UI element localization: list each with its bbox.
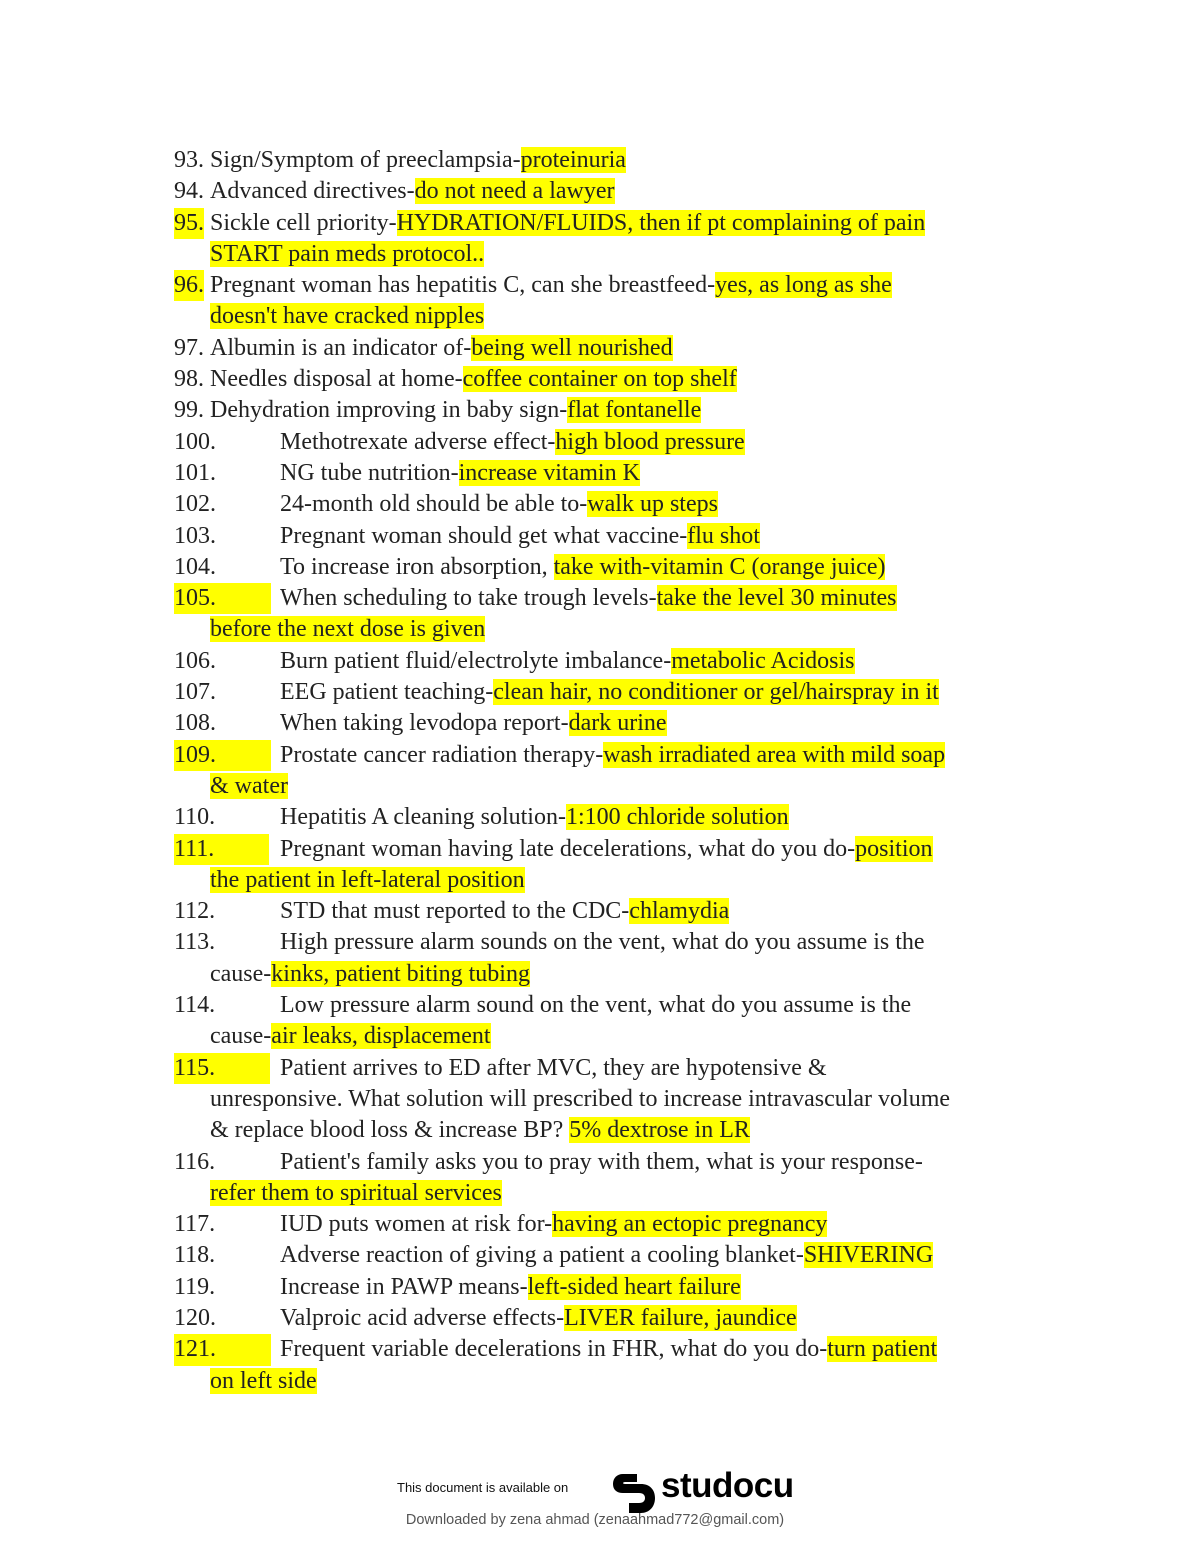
list-item [174,552,1074,583]
answer-highlight: take with-vitamin C (orange juice) [553,553,886,580]
list-item [174,583,1074,646]
question-text: Albumin is an indicator of- [210,334,472,361]
item-number: 111. [174,834,269,865]
item-number: 103. [174,522,216,549]
item-number: 97. [174,334,204,361]
answer-highlight: air leaks, displacement [271,1023,491,1050]
question-text: STD that must reported to the CDC- [280,898,630,925]
question-text: Dehydration improving in baby sign- [210,397,568,424]
question-text: NG tube nutrition- [280,459,459,486]
answer-highlight: flu shot [687,522,760,549]
answer-highlight: HYDRATION/FLUIDS, then if pt complaining of pain [396,209,926,236]
list-item [174,427,1074,458]
question-text: 24-month old should be able to- [280,491,588,518]
item-line [174,176,1074,207]
answer-highlight: being well nourished [471,334,673,361]
question-text: Valproic acid adverse effects- [280,1304,565,1331]
item-line [174,708,1074,739]
answer-highlight: 1:100 chloride solution [565,804,789,831]
item-number: 95. [174,208,204,239]
item-continuation [174,239,1074,270]
item-number: 117. [174,1211,216,1238]
question-text: Sign/Symptom of preeclampsia- [210,147,521,173]
item-number: 106. [174,647,216,674]
item-number: 120. [174,1304,216,1331]
item-line [174,208,1074,239]
item-number: 113. [174,929,216,956]
item-line [174,802,1074,833]
question-text: Low pressure alarm sound on the vent, what do you assume is the [280,992,912,1019]
list-item [174,1053,1074,1147]
item-line [174,1053,1074,1084]
answer-highlight: yes, as long as she [715,272,892,299]
question-text: Needles disposal at home- [210,366,463,393]
item-line [174,740,1074,771]
continuation-text: unresponsive. What solution will prescribed to increase intravascular volume [210,1085,951,1112]
answer-highlight: high blood pressure [555,428,745,455]
item-continuation [174,771,1074,802]
item-number: 121. [174,1334,271,1365]
answer-highlight: coffee container on top shelf [462,366,737,393]
item-number: 101. [174,459,216,486]
list-item [174,1303,1074,1334]
list-item [174,740,1074,803]
studocu-brand-name[interactable]: studocu [661,1466,794,1505]
item-line [174,583,1074,614]
answer-highlight: before the next dose is given [210,616,486,643]
list-item [174,1240,1074,1271]
item-number: 105. [174,583,271,614]
question-text: Increase in PAWP means- [280,1273,528,1300]
answer-highlight: increase vitamin K [458,459,640,486]
item-number: 115. [174,1053,270,1084]
list-item [174,176,1074,207]
item-line [174,990,1074,1021]
item-line [174,896,1074,927]
item-number: 118. [174,1242,216,1269]
item-line [174,395,1074,426]
answer-highlight: metabolic Acidosis [671,647,855,674]
question-text: Hepatitis A cleaning solution- [280,804,566,831]
question-text: Prostate cancer radiation therapy- [280,741,604,768]
item-number: 109. [174,740,271,771]
list-item [174,333,1074,364]
list-item [174,927,1074,990]
downloaded-by-text: Downloaded by zena ahmad (zenaahmad772@gmail.com) [405,1512,785,1528]
question-text: EEG patient teaching- [280,679,494,706]
question-text: Sickle cell priority- [210,209,397,236]
item-number: 102. [174,491,216,518]
question-text: Pregnant woman having late decelerations, what do you do- [280,835,856,862]
item-number: 116. [174,1148,216,1175]
footer [0,1460,1190,1544]
answer-highlight: left-sided heart failure [527,1273,741,1300]
answer-highlight: having an ectopic pregnancy [552,1211,828,1238]
item-continuation [174,1366,1074,1397]
answer-highlight: walk up steps [587,491,718,518]
question-text: Patient's family asks you to pray with them, what is your response- [280,1148,923,1175]
answer-highlight: turn patient [827,1336,938,1363]
item-number: 107. [174,679,216,706]
answer-highlight: take the level 30 minutes [656,585,897,612]
item-number: 99. [174,397,204,424]
item-line [174,427,1074,458]
answer-highlight: START pain meds protocol.. [210,240,485,267]
answer-highlight: SHIVERING [803,1242,934,1269]
list-item [174,1334,1074,1397]
answer-highlight: position [855,835,933,862]
list-item [174,990,1074,1053]
list-item [174,834,1074,897]
list-item [174,1272,1074,1303]
item-line [174,552,1074,583]
question-text: Burn patient fluid/electrolyte imbalance- [280,647,672,674]
item-number: 110. [174,804,216,831]
list-item [174,708,1074,739]
answer-highlight: the patient in left-lateral position [210,866,525,893]
list-item [174,395,1074,426]
answer-highlight: on left side [210,1367,317,1394]
item-number: 108. [174,710,216,737]
continuation-text: & replace blood loss & increase BP? [210,1117,570,1144]
item-line [174,1209,1074,1240]
document-body [174,145,1074,1397]
question-text: High pressure alarm sounds on the vent, what do you assume is the [280,929,925,956]
answer-highlight: LIVER failure, jaundice [564,1304,797,1331]
item-line [174,270,1074,301]
item-line [174,1240,1074,1271]
item-number: 119. [174,1273,216,1300]
list-item [174,646,1074,677]
item-continuation [174,959,1074,990]
item-continuation [174,1084,1074,1115]
list-item [174,1147,1074,1210]
answer-highlight: proteinuria [520,147,626,173]
continuation-text: cause- [210,960,272,987]
item-line [174,677,1074,708]
question-text: Pregnant woman has hepatitis C, can she breastfeed- [210,272,716,299]
answer-highlight: dark urine [568,710,667,737]
item-line [174,521,1074,552]
item-number: 104. [174,553,216,580]
answer-highlight: refer them to spiritual services [210,1179,502,1206]
item-continuation [174,1178,1074,1209]
answer-highlight: doesn't have cracked nipples [210,303,485,330]
question-text: Patient arrives to ED after MVC, they are hypotensive & [280,1054,827,1081]
question-text: When taking levodopa report- [280,710,569,737]
list-item [174,1209,1074,1240]
answer-highlight: kinks, patient biting tubing [271,960,530,987]
item-continuation [174,301,1074,332]
item-line [174,834,1074,865]
question-text: When scheduling to take trough levels- [280,585,657,612]
availability-text: This document is available on [397,1480,569,1495]
item-line [174,364,1074,395]
question-text: To increase iron absorption, [280,553,554,580]
list-item [174,802,1074,833]
answer-highlight: 5% dextrose in LR [569,1117,750,1144]
answer-highlight: & water [210,772,288,799]
item-line [174,1272,1074,1303]
item-number: 114. [174,992,216,1019]
list-item [174,458,1074,489]
item-continuation [174,1115,1074,1146]
item-line [174,1334,1074,1365]
answer-highlight: chlamydia [629,898,730,925]
item-line [174,333,1074,364]
item-line [174,489,1074,520]
item-line [174,646,1074,677]
item-number: 96. [174,270,204,301]
item-continuation [174,865,1074,896]
question-text: Advanced directives- [210,178,415,205]
list-item [174,270,1074,333]
question-text: Adverse reaction of giving a patient a cooling blanket- [280,1242,804,1269]
item-continuation [174,1021,1074,1052]
list-item [174,489,1074,520]
question-text: IUD puts women at risk for- [280,1211,553,1238]
item-continuation [174,614,1074,645]
list-item [174,896,1074,927]
list-item [174,677,1074,708]
question-text: Methotrexate adverse effect- [280,428,556,455]
item-number: 93. [174,147,204,173]
answer-highlight: flat fontanelle [567,397,702,424]
question-text: Frequent variable decelerations in FHR, what do you do- [280,1336,828,1363]
studocu-logo-icon[interactable] [609,1468,657,1516]
item-line [174,927,1074,958]
item-line [174,1303,1074,1334]
continuation-text: cause- [210,1023,272,1050]
list-item [174,208,1074,271]
item-line [174,1147,1074,1178]
list-item [174,145,1074,176]
item-line [174,458,1074,489]
question-text: Pregnant woman should get what vaccine- [280,522,688,549]
item-number: 94. [174,178,204,205]
answer-highlight: wash irradiated area with mild soap [603,741,946,768]
item-number: 100. [174,428,216,455]
item-number: 112. [174,898,216,925]
list-item [174,364,1074,395]
answer-highlight: clean hair, no conditioner or gel/hairspray in it [493,679,939,706]
item-line [174,145,1074,176]
item-number: 98. [174,366,204,393]
answer-highlight: do not need a lawyer [414,178,615,205]
list-item [174,521,1074,552]
